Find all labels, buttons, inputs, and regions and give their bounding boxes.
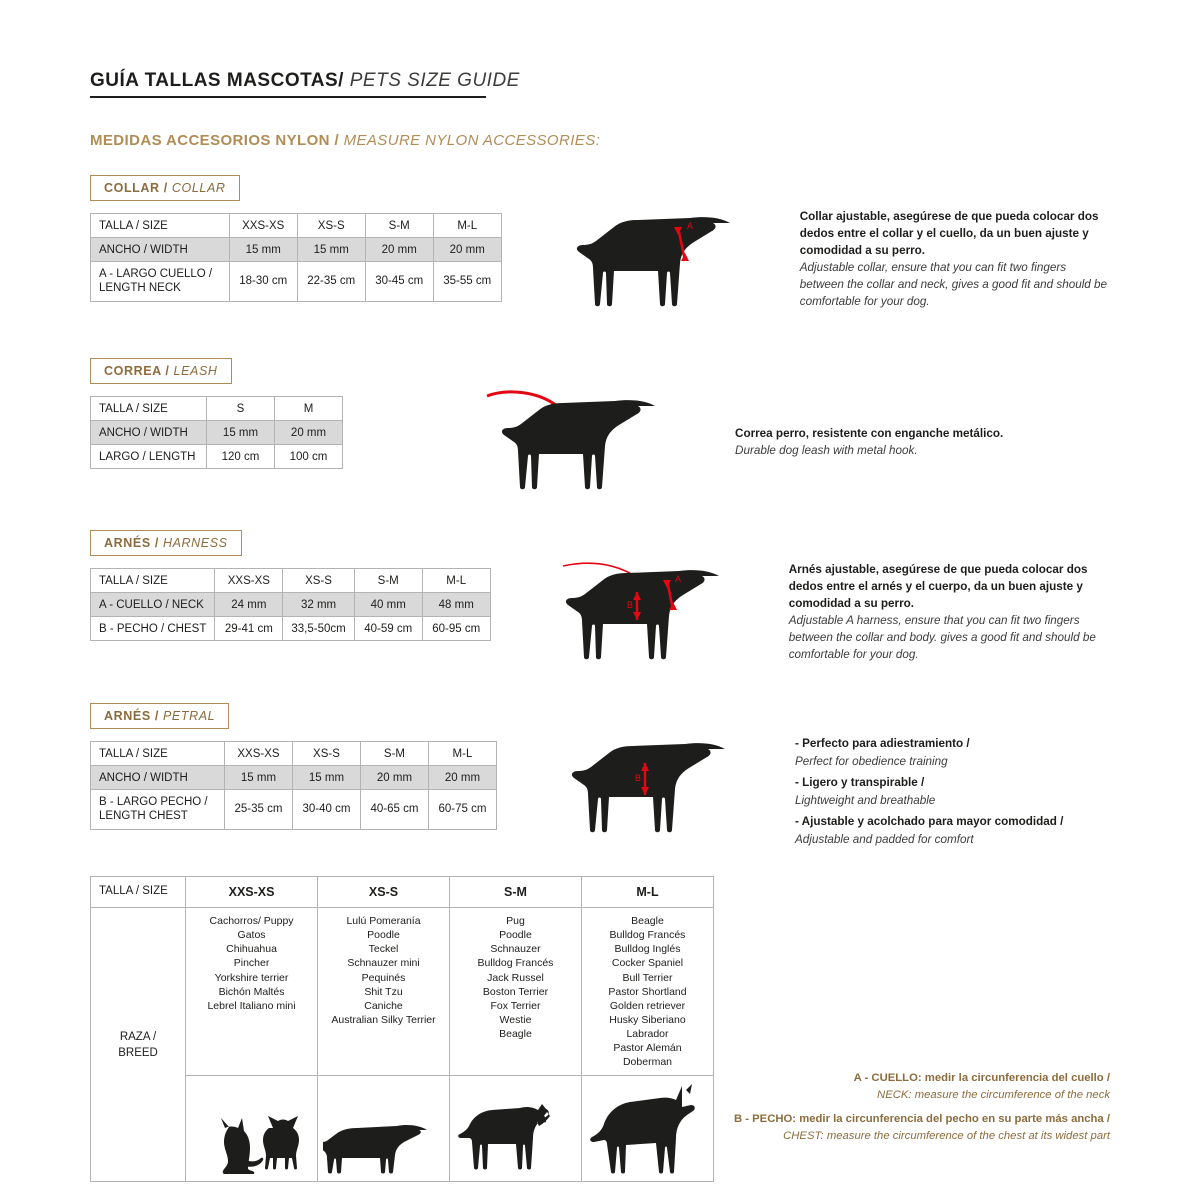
measurement-legend [710, 1070, 1110, 1152]
table-row [91, 214, 502, 238]
cell: 30-45 cm [365, 262, 433, 302]
breed-item: Pincher [233, 957, 270, 970]
breed-item: Lulú Pomeranía [346, 915, 421, 928]
breed-item: Cocker Spaniel [611, 957, 684, 970]
col-header: XS-S [283, 569, 354, 593]
page-title [90, 70, 1110, 98]
silhouette-m-l [581, 1075, 713, 1181]
breed-item: Poodle [367, 929, 400, 942]
cell: 32 mm [283, 593, 354, 617]
table-row [91, 421, 343, 445]
row-label: A - LARGO CUELLO / LENGTH NECK [91, 262, 230, 302]
breed-list-xs-s [318, 908, 450, 1076]
breed-item: Doberman [622, 1055, 672, 1068]
harness-size-table [90, 568, 491, 641]
breed-item: Poodle [499, 929, 532, 942]
breed-item: Shit Tzu [364, 985, 403, 998]
cell: 20 mm [433, 238, 501, 262]
section-tag-leash [90, 358, 232, 384]
col-header: S-M [365, 214, 433, 238]
svg-text:A: A [686, 221, 693, 231]
dog-illustration-harness [543, 548, 743, 671]
breed-item: Labrador [626, 1027, 669, 1040]
breed-item: Bichón Maltés [218, 985, 285, 998]
cell: 40-65 cm [360, 790, 428, 830]
col-header: XXS-XS [224, 742, 292, 766]
breed-item: Cachorros/ Puppy [209, 915, 294, 928]
section-harness [90, 530, 1110, 671]
breed-item: Bull Terrier [622, 971, 673, 984]
breed-item: Pug [506, 915, 525, 928]
table-row [91, 569, 491, 593]
row-label-breed: RAZA / BREED [91, 908, 186, 1182]
row-label: A - CUELLO / NECK [91, 593, 215, 617]
petral-size-table [90, 741, 497, 830]
petral-bullets [795, 735, 1110, 848]
table-row [91, 742, 497, 766]
tag-label-en: PETRAL [158, 709, 216, 723]
col-header-size: TALLA / SIZE [91, 397, 207, 421]
cell: 33,5-50cm [283, 617, 354, 641]
page-title-en: PETS SIZE GUIDE [343, 70, 520, 91]
cell: 29-41 cm [215, 617, 283, 641]
breed-item: Schnauzer [490, 943, 541, 956]
cell: 24 mm [215, 593, 283, 617]
section-tag-collar [90, 175, 240, 201]
title-divider [90, 96, 486, 98]
col-header: XXS-XS [186, 877, 318, 908]
page-title-es: GUÍA TALLAS MASCOTAS/ [90, 70, 344, 91]
section-subtitle [90, 132, 1110, 149]
table-row [91, 908, 714, 1076]
description-en: Adjustable collar, ensure that you can fit two fingers between the collar and neck, gives a good fit and should be comfortable for your dog. [799, 260, 1108, 308]
description-es: Correa perro, resistente con enganche metálico. [735, 427, 1004, 440]
cell: 60-95 cm [422, 617, 490, 641]
table-row [91, 397, 343, 421]
row-label: ANCHO / WIDTH [91, 238, 230, 262]
cell: 60-75 cm [428, 790, 496, 830]
table-row [91, 262, 502, 302]
breed-item: Australian Silky Terrier [331, 1013, 436, 1026]
cell: 15 mm [229, 238, 297, 262]
breed-item: Pastor Alemán [613, 1041, 682, 1054]
col-header: XS-S [318, 877, 450, 908]
cell: 15 mm [297, 238, 365, 262]
bullet-item: - Perfecto para adiestramiento / Perfect for obedience training [794, 737, 970, 768]
col-header: XS-S [297, 214, 365, 238]
section-collar [90, 175, 1110, 320]
breed-item: Pastor Shortland [608, 985, 687, 998]
subtitle-en: MEASURE NYLON ACCESSORIES: [339, 132, 601, 149]
cell: 18-30 cm [229, 262, 297, 302]
col-header: S-M [360, 742, 428, 766]
tag-label-es: ARNÉS / [104, 709, 159, 723]
tag-label-es: CORREA / [104, 364, 170, 378]
dog-illustration-collar [554, 205, 754, 320]
collar-size-table [90, 213, 502, 302]
harness-description [789, 562, 1110, 664]
col-header-size: TALLA / SIZE [91, 214, 230, 238]
dog-illustration-leash [479, 378, 679, 498]
table-row [91, 445, 343, 469]
breed-item: Golden retriever [609, 999, 686, 1012]
cell: 20 mm [275, 421, 343, 445]
cell: 15 mm [224, 766, 292, 790]
breed-item: Boston Terrier [482, 985, 549, 998]
cell: 15 mm [292, 766, 360, 790]
breed-list-m-l [581, 908, 713, 1076]
leash-size-table [90, 396, 343, 469]
breed-item: Chihuahua [226, 943, 277, 956]
breed-item: Bulldog Francés [609, 929, 686, 942]
breed-item: Husky Siberiano [609, 1013, 686, 1026]
cell: 120 cm [207, 445, 275, 469]
cell: 35-55 cm [433, 262, 501, 302]
cell: 15 mm [207, 421, 275, 445]
col-header: S-M [354, 569, 422, 593]
dog-illustration-petral [549, 727, 749, 844]
col-header: M-L [428, 742, 496, 766]
table-row [91, 766, 497, 790]
cell: 20 mm [428, 766, 496, 790]
description-es: Arnés ajustable, asegúrese de que pueda colocar dos dedos entre el arnés y el cuerpo, da un buen ajuste y comodidad a su perro. [788, 563, 1088, 610]
leash-description [735, 426, 1103, 460]
breed-item: Beagle [499, 1027, 532, 1040]
section-leash [90, 358, 1110, 498]
bullet-item: - Ligero y transpirable / Lightweight and breathable [794, 776, 936, 807]
table-row [91, 238, 502, 262]
bullet-item: - Ajustable y acolchado para mayor comodidad / Adjustable and padded for comfort [794, 815, 1064, 846]
breed-item: Jack Russel [487, 971, 544, 984]
row-label: ANCHO / WIDTH [91, 421, 207, 445]
svg-text:A: A [674, 574, 681, 584]
col-header-size: TALLA / SIZE [91, 742, 225, 766]
tag-label-es: COLLAR / [104, 181, 168, 195]
row-label: LARGO / LENGTH [91, 445, 207, 469]
breed-item: Caniche [364, 999, 403, 1012]
col-header: XXS-XS [229, 214, 297, 238]
legend-item-chest: B - PECHO: medir la circunferencia del pecho en su parte más ancha / CHEST: measure the circumference of the chest at its widest part [733, 1113, 1110, 1143]
collar-description [800, 209, 1110, 311]
subtitle-es: MEDIDAS ACCESORIOS NYLON / [90, 132, 340, 149]
cell: 30-40 cm [292, 790, 360, 830]
row-label: B - PECHO / CHEST [91, 617, 215, 641]
cell: 25-35 cm [224, 790, 292, 830]
cell: 20 mm [360, 766, 428, 790]
breed-item: Beagle [631, 915, 664, 928]
col-header: S-M [450, 877, 582, 908]
section-petral [90, 703, 1110, 848]
table-row [91, 593, 491, 617]
silhouette-xs-s [318, 1075, 450, 1181]
breed-list-s-m [450, 908, 582, 1076]
tag-label-en: HARNESS [158, 536, 228, 550]
cell: 20 mm [365, 238, 433, 262]
table-row [91, 617, 491, 641]
col-header: XXS-XS [215, 569, 283, 593]
breed-item: Westie [499, 1013, 532, 1026]
col-header-size: TALLA / SIZE [91, 569, 215, 593]
cell: 40-59 cm [354, 617, 422, 641]
breed-list-xxs-xs [186, 908, 318, 1076]
svg-text:B: B [626, 600, 633, 610]
silhouette-xxs-xs [186, 1075, 318, 1181]
col-header: S [207, 397, 275, 421]
cell: 100 cm [275, 445, 343, 469]
breed-item: Schnauzer mini [347, 957, 420, 970]
description-en: Adjustable A harness, ensure that you can fit two fingers between the collar and body. gives a good fit and should be comfortable for your dog. [788, 613, 1096, 661]
col-header: M-L [433, 214, 501, 238]
breed-size-table [90, 876, 714, 1182]
breed-item: Lebrel Italiano mini [207, 999, 296, 1012]
col-header-size: TALLA / SIZE [91, 877, 186, 908]
col-header: XS-S [292, 742, 360, 766]
breed-item: Yorkshire terrier [214, 971, 289, 984]
svg-text:B: B [634, 773, 641, 783]
tag-label-en: LEASH [169, 364, 218, 378]
cell: 48 mm [422, 593, 490, 617]
cell: 22-35 cm [297, 262, 365, 302]
silhouette-s-m [450, 1075, 582, 1181]
cell: 40 mm [354, 593, 422, 617]
row-label: ANCHO / WIDTH [91, 766, 225, 790]
breed-item: Bulldog Inglés [614, 943, 681, 956]
breed-item: Fox Terrier [490, 999, 541, 1012]
row-label: B - LARGO PECHO / LENGTH CHEST [91, 790, 225, 830]
col-header: M-L [422, 569, 490, 593]
breed-item: Bulldog Francés [477, 957, 554, 970]
breed-item: Pequinés [361, 971, 406, 984]
tag-label-es: ARNÉS / [104, 536, 159, 550]
tag-label-en: COLLAR [167, 181, 226, 195]
col-header: M-L [581, 877, 713, 908]
legend-item-neck: A - CUELLO: medir la circunferencia del cuello / NECK: measure the circumference of the neck [853, 1072, 1110, 1102]
col-header: M [275, 397, 343, 421]
table-row [91, 877, 714, 908]
description-es: Collar ajustable, asegúrese de que pueda colocar dos dedos entre el collar y el cuello, da un buen ajuste y comodidad a su perro. [799, 210, 1099, 257]
description-en: Durable dog leash with metal hook. [735, 443, 918, 457]
breed-item: Gatos [237, 929, 266, 942]
section-tag-petral [90, 703, 229, 729]
section-tag-harness [90, 530, 242, 556]
breed-item: Teckel [368, 943, 399, 956]
table-row [91, 790, 497, 830]
